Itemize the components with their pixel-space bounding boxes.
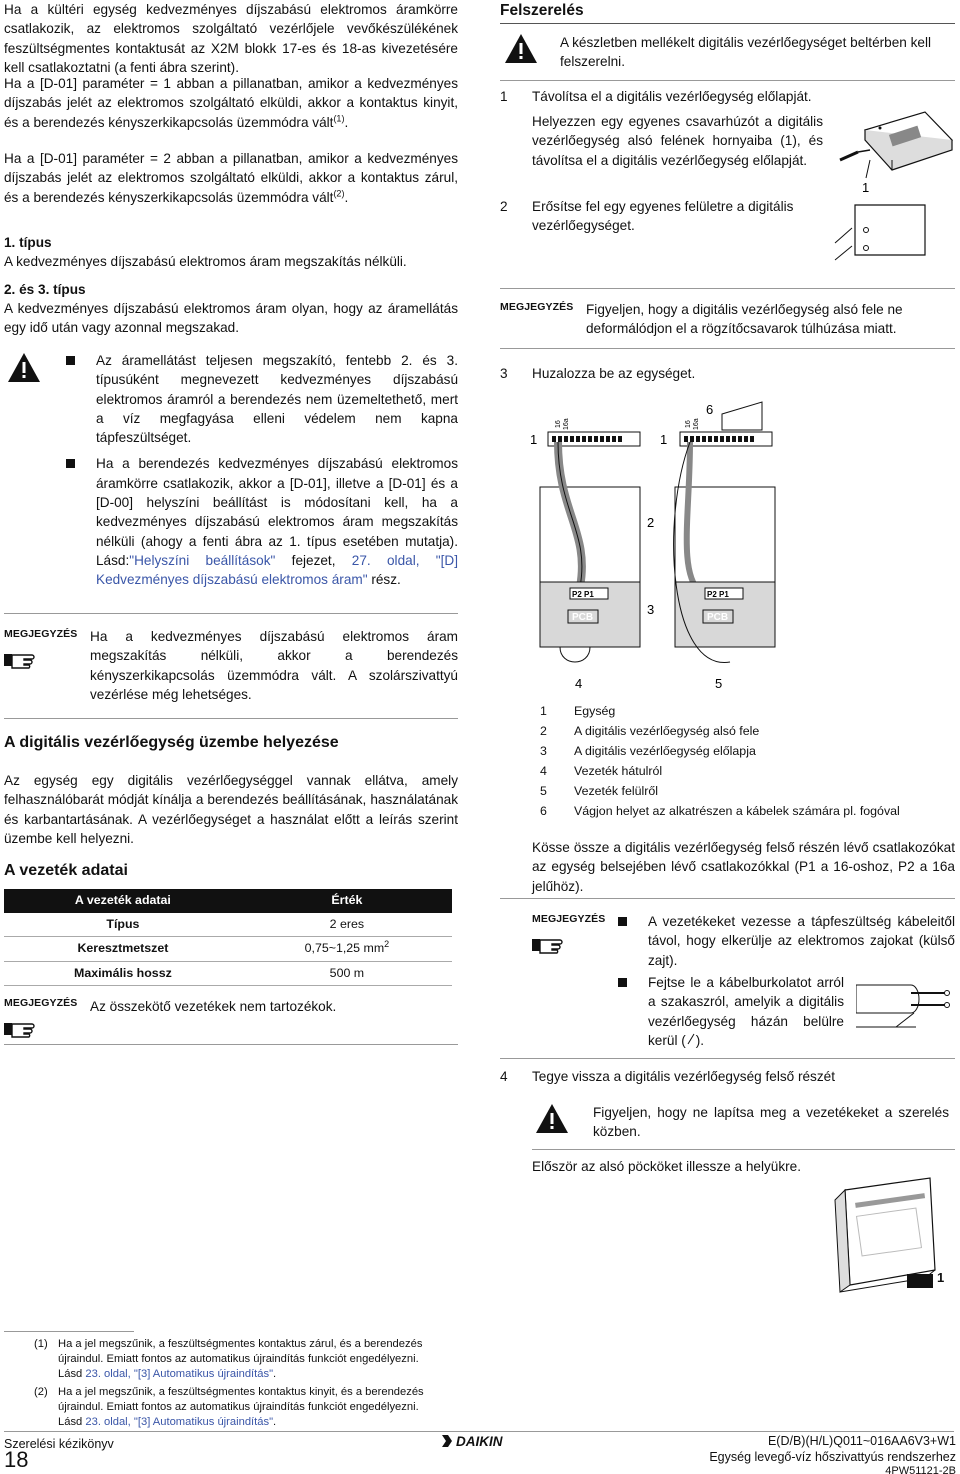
table-row — [4, 961, 452, 986]
note-label: MEGJEGYZÉS — [532, 913, 606, 925]
legend-item: 4 Vezeték hátulról — [540, 764, 663, 778]
step-4-text: Tegye vissza a digitális vezérlőegység felső részét — [532, 1069, 835, 1084]
strip-length-icon — [686, 1033, 696, 1045]
brand-name: DAIKIN — [456, 1434, 503, 1449]
footnote-2: (2) Ha a jel megszűnik, a feszültségmentes kontaktus kinyit, és a berendezés újraindul. Emiatt fontos az automatikus újraindítás funkciót engedélyezni. Lásd 23. oldal, "[3] Automatikus újraindítás". — [34, 1385, 424, 1429]
terminal-label: 16a — [563, 418, 570, 430]
type1-text: A kedvezményes díjszabású elektromos áram megszakítás nélküli. — [4, 254, 407, 269]
note-a-text: Figyeljen, hogy a digitális vezérlőegység alsó fele ne deformálódjon el a rögzítőcsavarok túlhúzása miatt. — [586, 302, 903, 337]
daikin-logo-icon — [442, 1433, 520, 1449]
note-label: MEGJEGYZÉS — [4, 997, 78, 1009]
divider — [500, 1058, 955, 1059]
pcb-label: PCB — [572, 612, 594, 623]
note-label: MEGJEGYZÉS — [4, 628, 78, 640]
terminal-label: P2 P1 — [572, 590, 594, 599]
install-title: Felszerelés — [500, 2, 584, 19]
callout-number: 5 — [715, 676, 723, 691]
footnote-link[interactable]: 23. oldal, "[3] Automatikus újraindítás" — [85, 1368, 274, 1381]
note-b-bullet-2: Fejtse le a kábelburkolatot arról a szakaszról, amelyik a digitális vezérlőegység házán belülre kerül ( ). — [618, 973, 844, 1050]
divider — [532, 1149, 955, 1150]
note-1-label-block — [4, 627, 77, 670]
step-number: 4 — [500, 1069, 508, 1084]
cable-strip-diagram — [856, 975, 955, 1035]
divider — [500, 80, 955, 81]
table-row — [4, 937, 452, 962]
divider — [4, 613, 458, 614]
link-d-kedvezmenyes[interactable]: 27. oldal, "[D] Kedvezményes díjszabású elektromos áram" — [96, 552, 458, 588]
figure-legend — [540, 703, 955, 823]
footer-page-number: 18 — [4, 1447, 29, 1472]
warning-icon — [534, 1102, 570, 1135]
wire-data-title: A vezeték adatai — [4, 862, 128, 879]
legend-item: 6 Vágjon helyet az alkatrészen a kábelek számára pl. fogóval — [540, 804, 900, 818]
footnote-divider — [4, 1331, 134, 1332]
legend-item: 1 Egység — [540, 704, 616, 718]
step-number: 1 — [500, 89, 508, 104]
connect-text: Kösse össze a digitális vezérlőegység felső részén lévő csatlakozókat az egység belsejében lévő csatlakozókkal (P1 a 16-oshoz, P2 a 16a jelűhöz). — [532, 840, 955, 894]
section-text: Az egység egy digitális vezérlőegységgel vannak ellátva, amely felhasználóbarát módját kínálja a berendezés beállításának, használatának és karbantartásának. A vezérlőegységet a használat előtt a leírás szerint üzembe kell helyezni. — [4, 773, 458, 846]
callout-number: 6 — [706, 402, 714, 417]
note-b-bullet-1: A vezetékeket vezesse a tápfeszültség kábeleitől távol, hogy elkerülje az elektromos zajokat (külső zajt). — [618, 912, 955, 970]
footer-code: 4PW51121-2B — [885, 1465, 956, 1474]
wiring-diagram — [500, 392, 955, 692]
terminal-label: 16 — [685, 420, 692, 428]
pcb-label: PCB — [707, 612, 729, 623]
callout-number: 1 — [530, 432, 538, 447]
table-cell: Típus — [4, 913, 242, 937]
footer-divider — [4, 1431, 954, 1432]
table-header-row — [4, 889, 452, 913]
controller-reassembly-diagram — [815, 1170, 955, 1300]
step-4-warning: Figyeljen, hogy ne lapítsa meg a vezetékeket a szerelés közben. — [593, 1105, 949, 1140]
terminal-label: P2 P1 — [707, 590, 729, 599]
controller-removal-diagram — [830, 100, 955, 270]
step-number: 3 — [500, 366, 508, 381]
table-header: Érték — [242, 889, 452, 913]
note-2-text: Az összekötő vezetékek nem tartozékok. — [90, 999, 337, 1014]
footer-manual-title: Szerelési kézikönyv — [4, 1437, 114, 1451]
note-label: MEGJEGYZÉS — [500, 301, 574, 313]
warning-bullet-1: Az áramellátást teljesen megszakító, fentebb 2. és 3. típusúként megnevezett kedvezményes díjszabású elektromos áramról a berendezés nem üzemeltethető, mert a víz megfagyása elleni védelem nem kapna tápfeszültséget. — [66, 351, 458, 447]
divider — [500, 23, 955, 24]
daikin-logo — [442, 1433, 520, 1454]
callout-number: 3 — [647, 602, 655, 617]
callout-number: 1 — [660, 432, 668, 447]
divider — [500, 288, 955, 289]
section-title: A digitális vezérlőegység üzembe helyezése — [4, 734, 339, 751]
d01-param1-paragraph: Ha a [D-01] paraméter = 1 abban a pillanatban, amikor a kedvezményes díjszabás jelét az elektromos szolgáltató elküldi, akkor a kontaktus kinyit, és a berendezés kényszerkikapcsolás üzemmódra vált$^{(1)}$. — [4, 76, 458, 130]
step-2-text: Erősítse fel egy egyenes felületre a digitális vezérlőegységet. — [532, 199, 794, 234]
footnote-link[interactable]: 23. oldal, "[3] Automatikus újraindítás" — [85, 1416, 274, 1429]
table-cell: 2 eres — [242, 913, 452, 937]
type23-title: 2. és 3. típus — [4, 282, 86, 297]
link-helyszini-beallitasok[interactable]: "Helyszíni beállítások" — [129, 552, 276, 568]
divider — [4, 718, 458, 719]
legend-item: 5 Vezeték felülről — [540, 784, 659, 798]
callout-number: 1 — [862, 180, 870, 195]
intro-paragraph: Ha a kültéri egység kedvezményes díjszabású elektromos áramkörre csatlakozik, az elektromos szolgáltató vezérlőjele vevőkészülékének feszültségmentes kontaktusát az X2M blokk 17-es és 18-as kivezetésére kell csatlakoztatni (a fenti ábra szerint). — [4, 2, 458, 75]
terminal-label: 16a — [693, 418, 700, 430]
step-3-text: Huzalozza be az egységet. — [532, 366, 696, 381]
warning-icon — [503, 32, 539, 65]
pointing-hand-icon — [532, 933, 568, 955]
note-2-label-block — [4, 996, 77, 1039]
table-header: A vezeték adatai — [4, 889, 242, 913]
legend-item: 3 A digitális vezérlőegység előlapja — [540, 744, 756, 758]
warning-bullet-2: Ha a berendezés kedvezményes díjszabású elektromos áramkörre csatlakozik, akkor a [D-01], illetve a [D-01] és a [D-00] helyszíni beállítást is módosítani kell, ha a kedvezményes díjszabású elektromos áram megszakítás nélküli (ahogy a fenti ábra az 1. típus esetében mutatja). Lásd:"Helyszíni beállítások" fejezet, 27. oldal, "[D] Kedvezményes díjszabású elektromos áram" rész. — [66, 454, 458, 589]
warning-icon — [6, 351, 42, 384]
step-number: 2 — [500, 199, 508, 214]
pointing-hand-icon — [4, 648, 40, 670]
table-cell: 500 m — [242, 961, 452, 986]
type1-title: 1. típus — [4, 235, 52, 250]
note-1-text: Ha a kedvezményes díjszabású elektromos áram megszakítás nélküli, akkor a berendezés kényszerkikapcsolás üzemmódra vált. A szolárszivattyú vezérlése még lehetséges. — [90, 629, 458, 702]
table-row — [4, 913, 452, 937]
divider — [4, 1044, 458, 1045]
footer-right — [709, 1434, 956, 1474]
table-cell: Keresztmetszet — [4, 937, 242, 962]
step-4-detail: Először az alsó pöcköket illessze a helyükre. — [532, 1159, 801, 1174]
footnote-1: (1) Ha a jel megszűnik, a feszültségmentes kontaktus zárul, és a berendezés újraindul. Emiatt fontos az automatikus újraindítás funkciót engedélyezni. Lásd 23. oldal, "[3] Automatikus újraindítás". — [34, 1338, 423, 1381]
type23-text: A kedvezményes díjszabású elektromos áram olyan, hogy az áramellátás egy idő után vagy azonnal megszakad. — [4, 301, 458, 336]
divider — [500, 348, 955, 349]
terminal-label: 16 — [555, 420, 562, 428]
d01-param2-paragraph: Ha a [D-01] paraméter = 2 abban a pillanatban, amikor a kedvezményes díjszabás jelét az elektromos szolgáltató elküldi, akkor a kontaktus zárul, és a berendezés kényszerkikapcsolás üzemmódra vált$^{(2)}$. — [4, 151, 458, 205]
install-warning-text: A készletben mellékelt digitális vezérlőegységet beltérben kell felszerelni. — [560, 35, 932, 70]
footer-model: E(D/B)(H/L)Q011~016AA6V3+W1 — [767, 1434, 956, 1448]
legend-item: 2 A digitális vezérlőegység alsó fele — [540, 724, 760, 738]
note-a-label-block — [500, 300, 573, 315]
callout-number: 2 — [647, 515, 655, 530]
wire-data-table — [4, 889, 452, 986]
footer-product: Egység levegő-víz hőszivattyús rendszerhez — [709, 1449, 956, 1464]
step-1-text: Távolítsa el a digitális vezérlőegység előlapját. — [532, 89, 812, 104]
pointing-hand-icon — [4, 1017, 40, 1039]
warning-bullets — [66, 351, 458, 590]
table-cell: 0,75~1,25 $mm^2$ — [242, 937, 452, 962]
callout-number: 4 — [575, 676, 583, 691]
step-1-detail: Helyezzen egy egyenes csavarhúzót a digitális vezérlőegység alsó felének hornyaiba (1), és távolítsa el a digitális vezérlőegység előlapját. — [532, 114, 823, 168]
divider — [500, 898, 955, 899]
note-b-label-block — [532, 912, 605, 955]
table-cell: Maximális hossz — [4, 961, 242, 986]
callout-number: 1 — [937, 1270, 945, 1285]
footnotes — [34, 1337, 454, 1430]
